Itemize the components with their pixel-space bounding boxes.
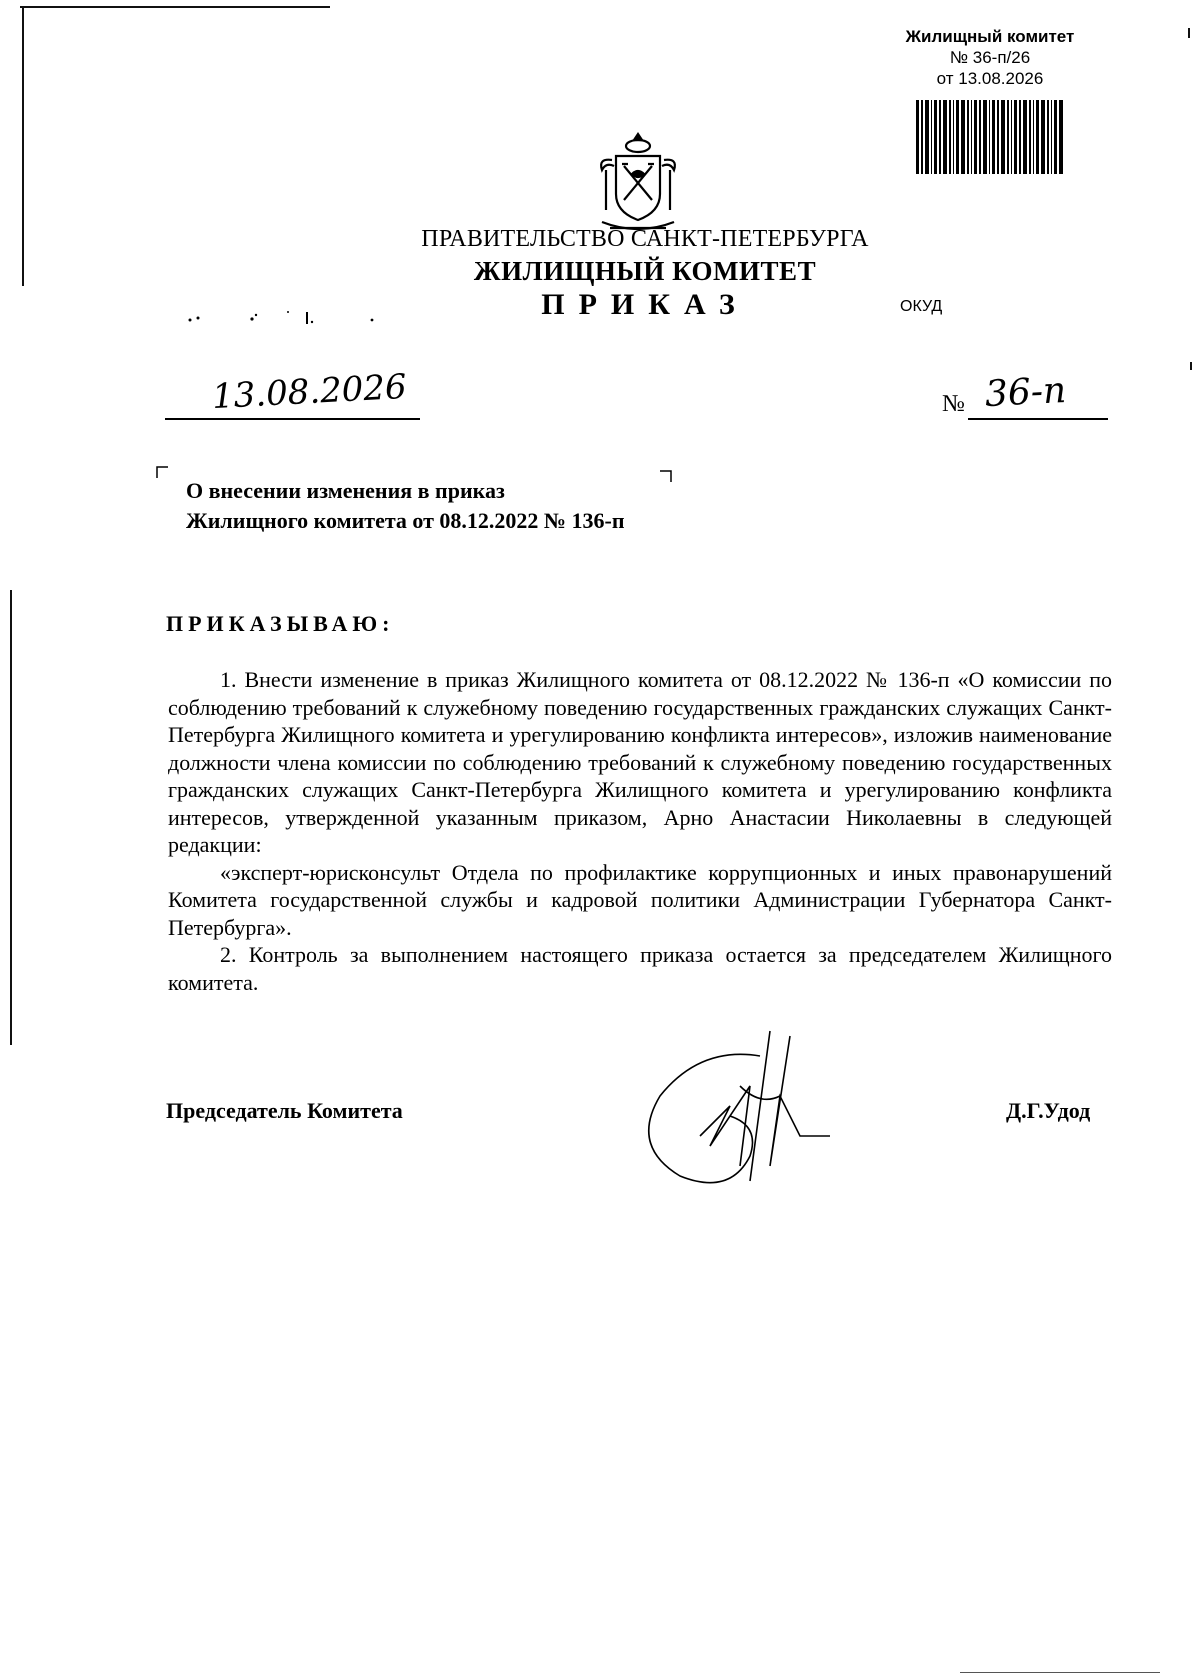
scan-noise bbox=[186, 306, 386, 330]
barcode bbox=[916, 100, 1064, 174]
subject-line-2: Жилищного комитета от 08.12.2022 № 136-п bbox=[186, 508, 625, 533]
stamp-organization: Жилищный комитет bbox=[905, 27, 1075, 46]
subject-bracket-left bbox=[156, 466, 168, 478]
date-handwritten: 13.08.2026 bbox=[211, 366, 408, 418]
paragraph-2: «эксперт-юрисконсульт Отдела по профилактике коррупционных и иных правонарушений Комитета государственной службы и кадровой политики Администрации Губернатора Санкт-Петербурга». bbox=[168, 859, 1112, 940]
subject-line-1: О внесении изменения в приказ bbox=[186, 478, 505, 503]
decree-word: ПРИКАЗЫВАЮ: bbox=[166, 611, 395, 636]
registration-stamp bbox=[880, 26, 1100, 89]
date-underline bbox=[165, 418, 420, 420]
scan-edge-top bbox=[20, 6, 330, 8]
number-underline bbox=[968, 418, 1108, 420]
scan-mark bbox=[1188, 28, 1190, 38]
number-handwritten: 36-п bbox=[983, 369, 1068, 416]
document-body bbox=[168, 666, 1112, 996]
scan-mark bbox=[1190, 362, 1192, 370]
government-title: ПРАВИТЕЛЬСТВО САНКТ-ПЕТЕРБУРГА bbox=[421, 226, 869, 252]
stamp-date: от 13.08.2026 bbox=[936, 69, 1044, 88]
stamp-number: № 36-п/26 bbox=[949, 48, 1031, 67]
scan-edge-bottom bbox=[960, 1672, 1160, 1673]
committee-title: ЖИЛИЩНЫЙ КОМИТЕТ bbox=[473, 256, 817, 286]
scan-edge-left-lower bbox=[10, 590, 12, 1045]
signatory-title: Председатель Комитета bbox=[166, 1098, 403, 1123]
paragraph-3: 2. Контроль за выполнением настоящего приказа остается за председателем Жилищного комитета. bbox=[168, 942, 1112, 995]
subject-bracket-right bbox=[660, 470, 672, 482]
document-type: ПРИКАЗ bbox=[541, 288, 749, 321]
signatory-name: Д.Г.Удод bbox=[1006, 1098, 1091, 1123]
handwritten-signature bbox=[640, 1026, 840, 1196]
coat-of-arms-icon bbox=[592, 130, 684, 234]
number-label: № bbox=[942, 391, 965, 417]
paragraph-1: 1. Внести изменение в приказ Жилищного комитета от 08.12.2022 № 136-п «О комиссии по соблюдению требований к служебному поведению государственных гражданских служащих Санкт-Петербурга Жилищного комитета и урегулированию конфликта интересов», изложив наименование должности члена комиссии по соблюдению требований к служебному поведению государственных гражданских служащих Санкт-Петербурга Жилищного комитета и урегулированию конфликта интересов, утвержденной указанным приказом, Арно Анастасии Николаевны в следующей редакции: bbox=[168, 667, 1112, 857]
okud-label: ОКУД bbox=[900, 298, 943, 315]
document-subject bbox=[186, 476, 625, 536]
